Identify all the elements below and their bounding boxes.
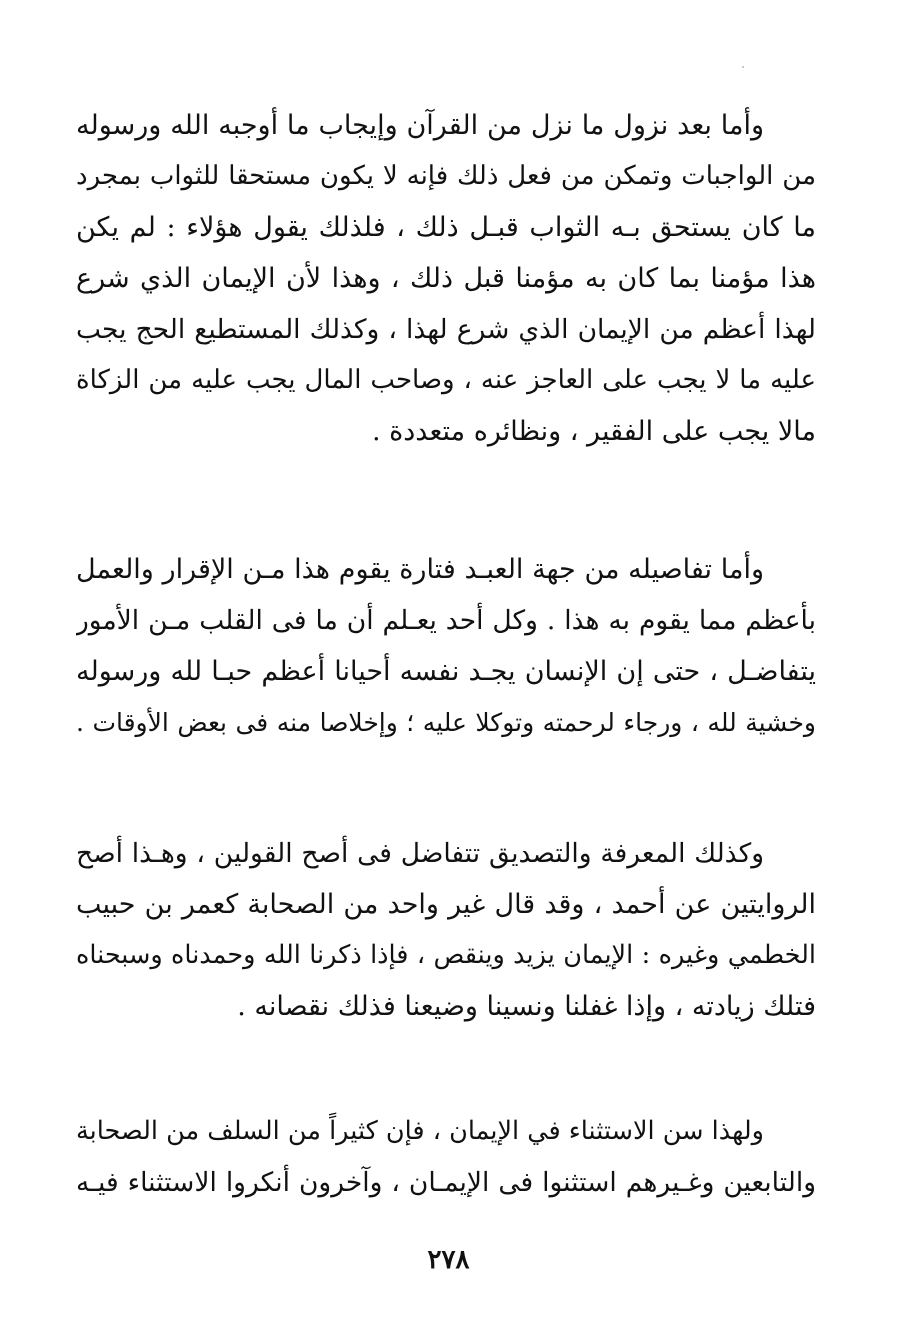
text-line: مالا يجب على الفقير ، ونظائره متعددة . — [371, 416, 816, 447]
text-line: من الواجبات وتمكن من فعل ذلك فإنه لا يكون مستحقا للثواب بمجرد — [76, 161, 816, 191]
text-line: يتفاضـل ، حتى إن الإنسان يجـد نفسه أحيانا أعظم حبـا لله ورسوله — [76, 656, 816, 687]
page-number: ٢٧٨ — [427, 1245, 470, 1275]
paragraph-4 — [76, 1106, 816, 1208]
text-line: ولهذا سن الاستثناء في الإيمان ، فإن كثيراً من السلف من الصحابة — [76, 1116, 764, 1146]
text-line: بأعظم مما يقوم به هذا . وكل أحد يعـلم أن ما فى القلب مـن الأمور — [76, 605, 816, 636]
text-line: وكذلك المعرفة والتصديق تتفاضل فى أصح القولين ، وهـذا أصح — [76, 838, 764, 869]
text-line: فتلك زيادته ، وإذا غفلنا ونسينا وضيعنا فذلك نقصانه . — [237, 991, 816, 1022]
text-line: لهذا أعظم من الإيمان الذي شرع لهذا ، وكذلك المستطيع الحج يجب — [76, 314, 816, 345]
text-line: عليه ما لا يجب على العاجز عنه ، وصاحب المال يجب عليه من الزكاة — [76, 365, 816, 395]
text-line: وأما بعد نزول ما نزل من القرآن وإيجاب ما أوجبه الله ورسوله — [76, 110, 764, 141]
text-line: هذا مؤمنا بما كان به مؤمنا قبل ذلك ، وهذا لأن الإيمان الذي شرع — [76, 263, 816, 294]
paragraph-1 — [76, 100, 816, 457]
text-line: والتابعين وغـيرهم استثنوا فى الإيمـان ، وآخرون أنكروا الاستثناء فيـه — [76, 1167, 816, 1198]
paragraph-3 — [76, 828, 816, 1032]
text-line: ما كان يستحق بـه الثواب قبـل ذلك ، فلذلك يقول هؤلاء : لم يكن — [76, 212, 816, 243]
paragraph-2 — [76, 544, 816, 748]
text-line: الروايتين عن أحمد ، وقد قال غير واحد من الصحابة كعمر بن حبيب — [76, 889, 816, 920]
text-line: وأما تفاصيله من جهة العبـد فتارة يقوم هذا مـن الإقرار والعمل — [76, 554, 764, 585]
text-line: وخشية لله ، ورجاء لرحمته وتوكلا عليه ؛ وإخلاصا منه فى بعض الأوقات . — [76, 708, 816, 737]
text-line: الخطمي وغيره : الإيمان يزيد وينقص ، فإذا ذكرنا الله وحمدناه وسبحناه — [76, 940, 816, 970]
scan-speck — [742, 66, 744, 68]
